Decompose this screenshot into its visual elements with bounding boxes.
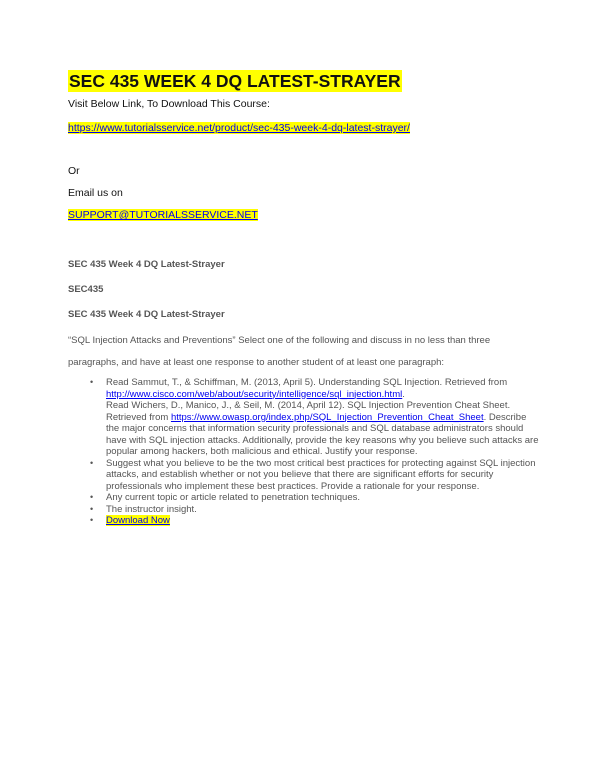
- list-item: [90, 492, 540, 504]
- item-text: The instructor insight.: [106, 503, 197, 515]
- list-item: [90, 458, 540, 493]
- cisco-link[interactable]: http://www.cisco.com/web/about/security/intelligence/sql_injection.html: [106, 388, 403, 400]
- bullet-icon: •: [90, 377, 94, 387]
- item-text: Read Sammut, T., & Schiffman, M. (2013, April 5). Understanding SQL Injection. Retrieved from: [106, 377, 508, 388]
- owasp-link[interactable]: https://www.owasp.org/index.php/SQL_Injection_Prevention_Cheat_Sheet: [170, 411, 484, 423]
- list-item: [90, 515, 540, 527]
- bullet-icon: •: [90, 457, 94, 468]
- email-link-line: [68, 208, 258, 222]
- item-text: Read Wichers, D., Manico, J., & Seil, M. (2014, April 12). SQL Injection Prevention Cheat Sheet. Retrieved from: [106, 400, 511, 423]
- visit-instructions: Visit Below Link, To Download This Course:: [68, 98, 270, 110]
- course-link-line: [68, 121, 410, 135]
- bullet-icon: •: [90, 492, 94, 502]
- list-item: [90, 377, 540, 458]
- course-code: SEC435: [68, 284, 104, 295]
- email-link[interactable]: SUPPORT@TUTORIALSSERVICE.NET: [68, 209, 258, 221]
- list-item: [90, 504, 540, 516]
- discussion-options-list: [90, 377, 540, 527]
- download-now-link[interactable]: Download Now: [106, 515, 170, 526]
- course-link[interactable]: https://www.tutorialsservice.net/product/sec-435-week-4-dq-latest-strayer/: [68, 122, 410, 134]
- course-subheading: SEC 435 Week 4 DQ Latest-Strayer: [68, 309, 225, 320]
- email-label: Email us on: [68, 187, 123, 199]
- item-text: Any current topic or article related to penetration techniques.: [106, 492, 361, 503]
- bullet-icon: •: [90, 515, 94, 525]
- bullet-icon: •: [90, 503, 94, 514]
- course-heading: SEC 435 Week 4 DQ Latest-Strayer: [68, 259, 225, 270]
- discussion-prompt: “SQL Injection Attacks and Preventions” Select one of the following and discuss in no less than three paragraphs, and have at least one response to another student of at least one paragraph:: [68, 335, 491, 368]
- item-text: . Describe the major concerns that information security professionals and SQL database administrators should have with SQL injection attacks. Additionally, provide the key reasons why you believe such attacks are popular among hackers, both malicious and ethical. Justify your response.: [106, 411, 539, 457]
- page-title: SEC 435 WEEK 4 DQ LATEST-STRAYER: [69, 71, 401, 91]
- item-text: .: [402, 388, 405, 400]
- item-text: Suggest what you believe to be the two most critical best practices for protecting against SQL injection attacks, and establish whether or not you believe that there are significant efforts for security professionals who implement these best practices. Provide a rationale for your response.: [106, 457, 536, 492]
- download-highlight: [90, 515, 170, 526]
- or-text: Or: [68, 165, 80, 177]
